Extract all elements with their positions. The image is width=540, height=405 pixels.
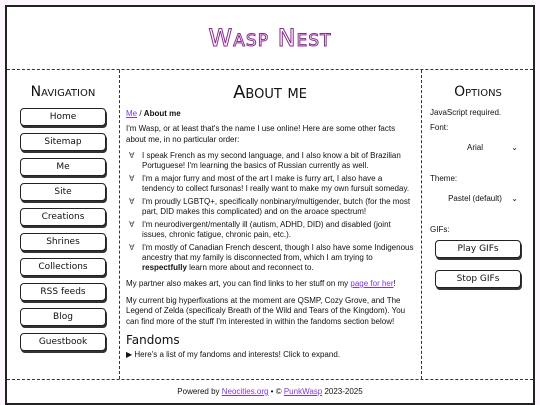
site-header [7,7,533,70]
list-item [126,151,414,171]
nav-collections-button[interactable]: Collections [20,258,106,276]
fact-emphasis: respectfully [142,263,187,272]
list-item [126,243,414,273]
list-item [126,197,414,217]
nav-blog-button[interactable]: Blog [20,308,106,326]
stop-gifs-button[interactable]: Stop GIFs [435,270,521,288]
facts-list [126,151,414,273]
list-item [126,220,414,240]
js-note: JavaScript required. [430,108,502,117]
hyperfixation-paragraph: My current big hyperfixations at the moment are QSMP, Cozy Grove, and The Legend of Zelda (specificaly Breath of the Wild and Tears of the Kingdom). You can find more of the stuff I'm interested in within the fandoms section below! [126,295,406,326]
nav-site-button[interactable]: Site [20,183,106,201]
fact-text: I speak French as my second language, and I also know a bit of Brazilian Portuguese! I'm learning the basics of Russian currently as well. [142,151,401,170]
nav-rss-feeds-button[interactable]: RSS feeds [20,283,106,301]
breadcrumb-current: About me [143,109,181,118]
main-content [120,70,420,379]
site-footer [7,379,533,404]
chevron-down-icon: ⌄ [511,193,518,203]
footer-text: 2023-2025 [322,387,363,396]
fact-text: I'm a major furry and most of the art I make is furry art, I also have a tendency to collect fursonas! I really want to make my own fursuit someday. [142,174,410,193]
fact-text: I'm proudly LGBTQ+, specifically nonbinary/multigender, butch (for the most part, DID makes this complicated) and on the aroace spectrum! [142,197,411,216]
nav-guestbook-button[interactable]: Guestbook [20,333,106,351]
nav-sitemap-button[interactable]: Sitemap [20,133,106,151]
nav-home-button[interactable]: Home [20,108,106,126]
bullet-icon: ∀ [129,151,135,160]
play-gifs-button[interactable]: Play GIFs [435,240,521,258]
bullet-icon: ∀ [129,220,135,229]
options-sidebar [421,70,534,379]
neocities-link[interactable]: Neocities.org [221,387,269,396]
fandoms-expander[interactable]: ▶ Here's a list of my fandoms and interests! Click to expand. [126,350,340,359]
intro-paragraph: I'm Wasp, or at least that's the name I use online! Here are some other facts about me, in no particular order: [126,124,396,144]
navigation-sidebar [7,70,120,379]
art-paragraph [126,279,414,290]
breadcrumb-separator: / [137,109,144,118]
fact-text: I'm neurodivergent/mentally ill (autism, ADHD, DID) and disabled (joint issues, chronic fatigue, chronic pain, etc.). [142,220,391,239]
punkwasp-link[interactable]: PunkWasp [283,387,323,396]
fandoms-heading: Fandoms [126,333,180,347]
breadcrumb [126,109,414,118]
theme-select-value: Pastel (default) [448,193,502,203]
font-select[interactable] [430,138,520,156]
fact-text: I'm mostly of Canadian French descent, though I also have some Indigenous ancestry that my family is disconnected from, which I am trying to [142,243,414,262]
font-select-value: Arial [466,142,483,152]
nav-list [7,108,119,351]
footer-text: Powered by [177,387,222,396]
bullet-icon: ∀ [129,243,135,252]
bullet-icon: ∀ [129,197,135,206]
site-title[interactable]: Wasp Nest [208,24,332,52]
chevron-down-icon: ⌄ [511,142,518,152]
footer-text: • © [268,387,284,396]
fact-text: learn more about and reconnect to. [186,263,314,272]
page-title: About me [233,82,307,103]
nav-me-button[interactable]: Me [20,158,106,176]
art-text-end: ! [393,279,396,288]
options-title: Options [454,84,502,100]
nav-creations-button[interactable]: Creations [20,208,106,226]
list-item [126,174,414,194]
font-label: Font: [430,123,449,132]
theme-label: Theme: [430,174,458,183]
gifs-label: GIFs: [430,225,450,234]
nav-shrines-button[interactable]: Shrines [20,233,106,251]
theme-select[interactable] [430,189,520,207]
bullet-icon: ∀ [129,174,135,183]
art-text: My partner also makes art, you can find links to her stuff on my [126,279,351,288]
page-frame [5,5,535,405]
partner-page-link[interactable]: page for her [350,279,394,288]
breadcrumb-me-link[interactable]: Me [126,109,138,118]
navigation-title: Navigation [30,84,96,100]
